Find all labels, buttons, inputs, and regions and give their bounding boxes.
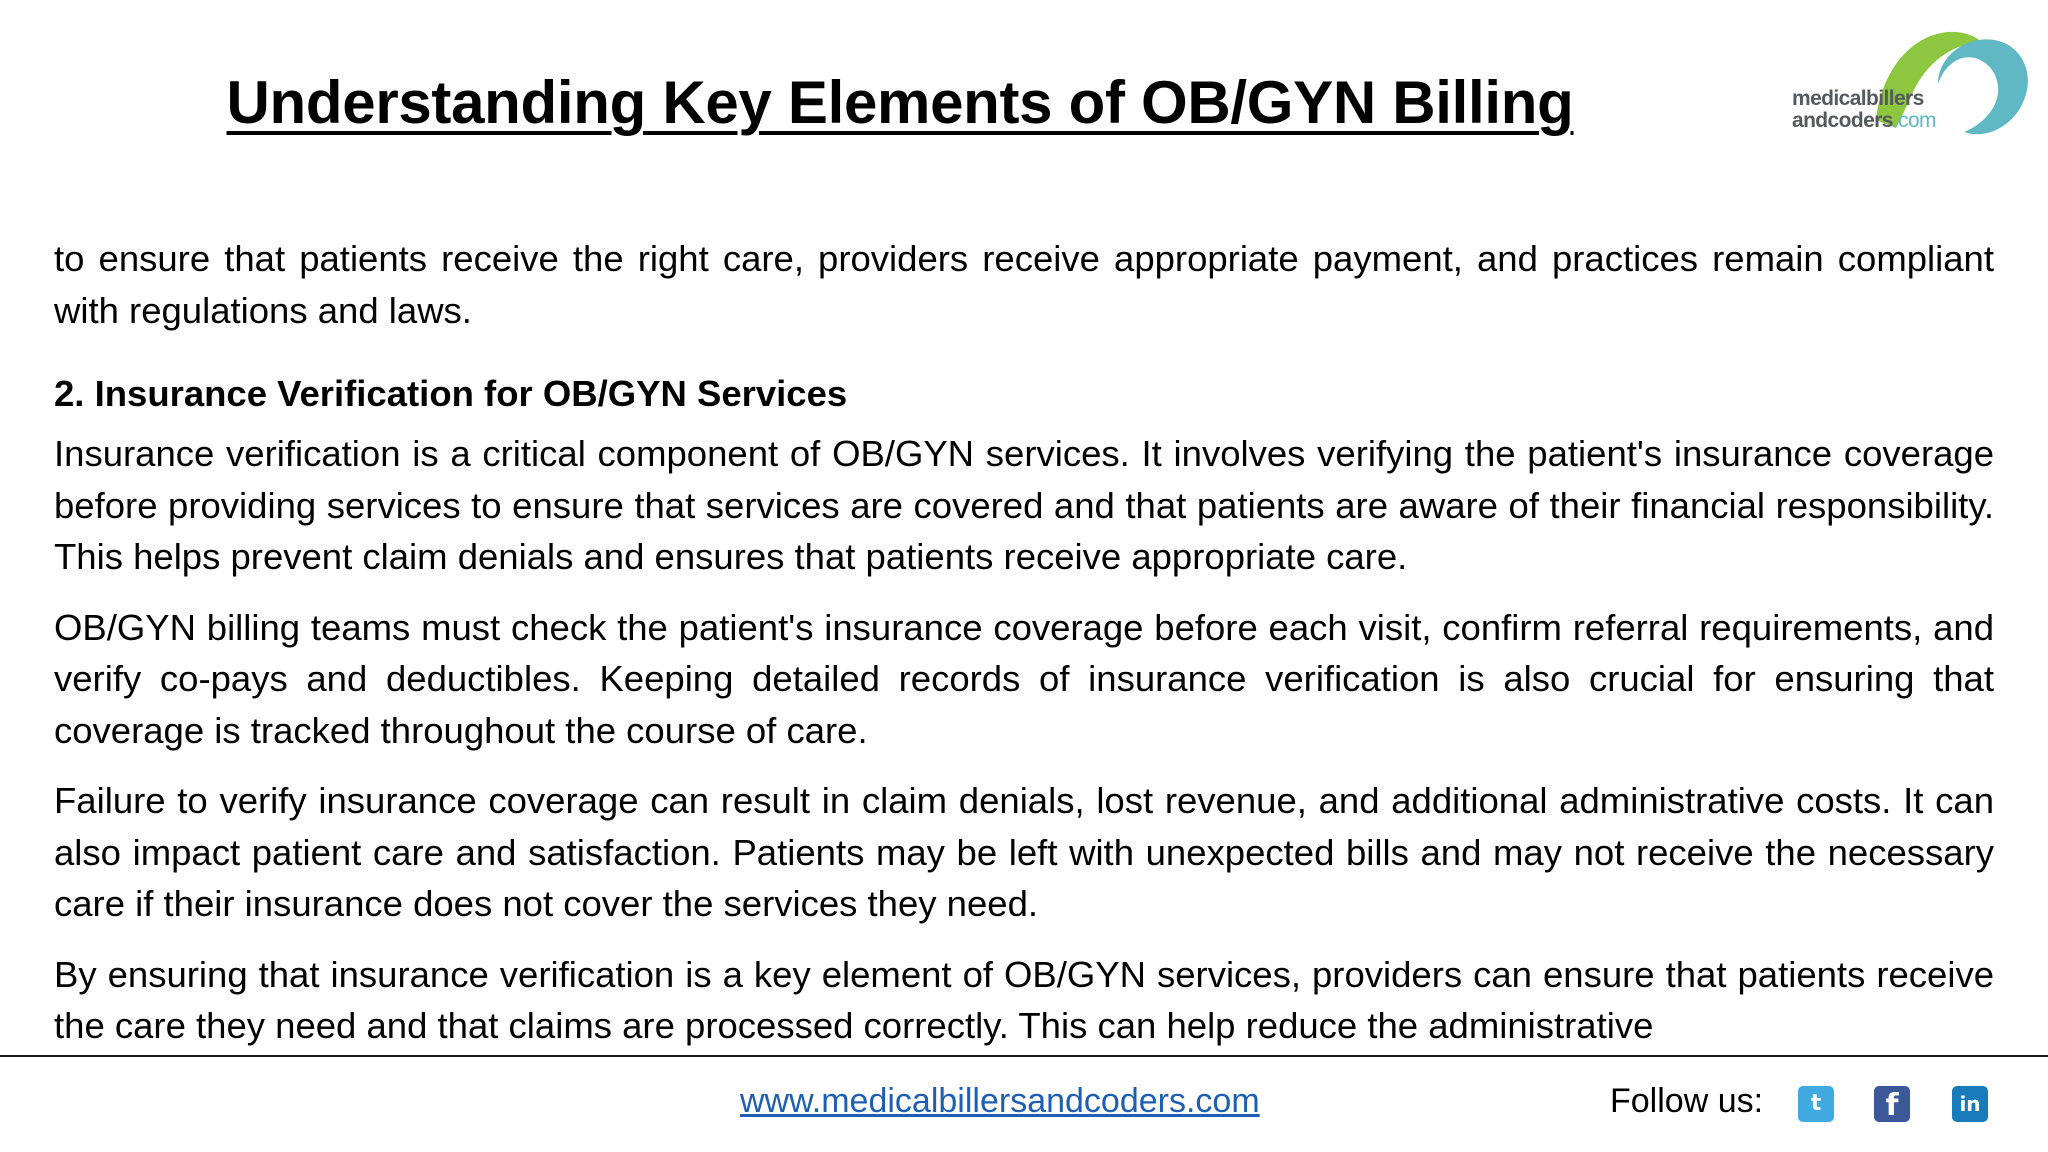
facebook-icon[interactable]: f	[1874, 1086, 1910, 1122]
body-paragraph-1: Insurance verification is a critical component of OB/GYN services. It involves verifying the patient's insurance coverage before providing services to ensure that services are covered and that patients are aware of their financial responsibility. This helps prevent claim denials and ensures that patients receive appropriate care.	[54, 433, 1994, 577]
company-logo	[1788, 28, 2028, 144]
body-paragraph-3: Failure to verify insurance coverage can result in claim denials, lost revenue, and additional administrative costs. It can also impact patient care and satisfaction. Patients may be left with unexpected bills and may not receive the necessary care if their insurance does not cover the services they need.	[54, 780, 1994, 924]
body-paragraph-2: OB/GYN billing teams must check the patient's insurance coverage before each visit, confirm referral requirements, and verify co-pays and deductibles. Keeping detailed records of insurance verification is also crucial for ensuring that coverage is tracked throughout the course of care.	[54, 606, 1994, 751]
logo-wordmark	[1792, 88, 1936, 132]
logo-line-2	[1792, 110, 1936, 132]
page-title: Understanding Key Elements of OB/GYN Billing	[226, 69, 1574, 136]
website-link[interactable]: www.medicalbillersandcoders.com	[740, 1082, 1260, 1120]
body-content	[54, 233, 1994, 1071]
logo-line-1: medicalbillers	[1792, 87, 1924, 110]
intro-paragraph: to ensure that patients receive the right care, providers receive appropriate payment, and practices remain compliant with regulations and laws.	[54, 238, 1994, 331]
twitter-icon[interactable]: t	[1798, 1086, 1834, 1122]
logo-line-2-main: andcoders	[1792, 109, 1893, 132]
linkedin-icon[interactable]: in	[1952, 1086, 1988, 1122]
section-heading: 2. Insurance Verification for OB/GYN Services	[54, 373, 848, 414]
logo-line-2-suffix: .com	[1892, 109, 1936, 132]
follow-us-label: Follow us:	[1610, 1082, 1764, 1120]
body-paragraph-4: By ensuring that insurance verification is a key element of OB/GYN services, providers can ensure that patients receive the care they need and that claims are processed correctly. This can help reduce the administrative	[54, 953, 1994, 1046]
